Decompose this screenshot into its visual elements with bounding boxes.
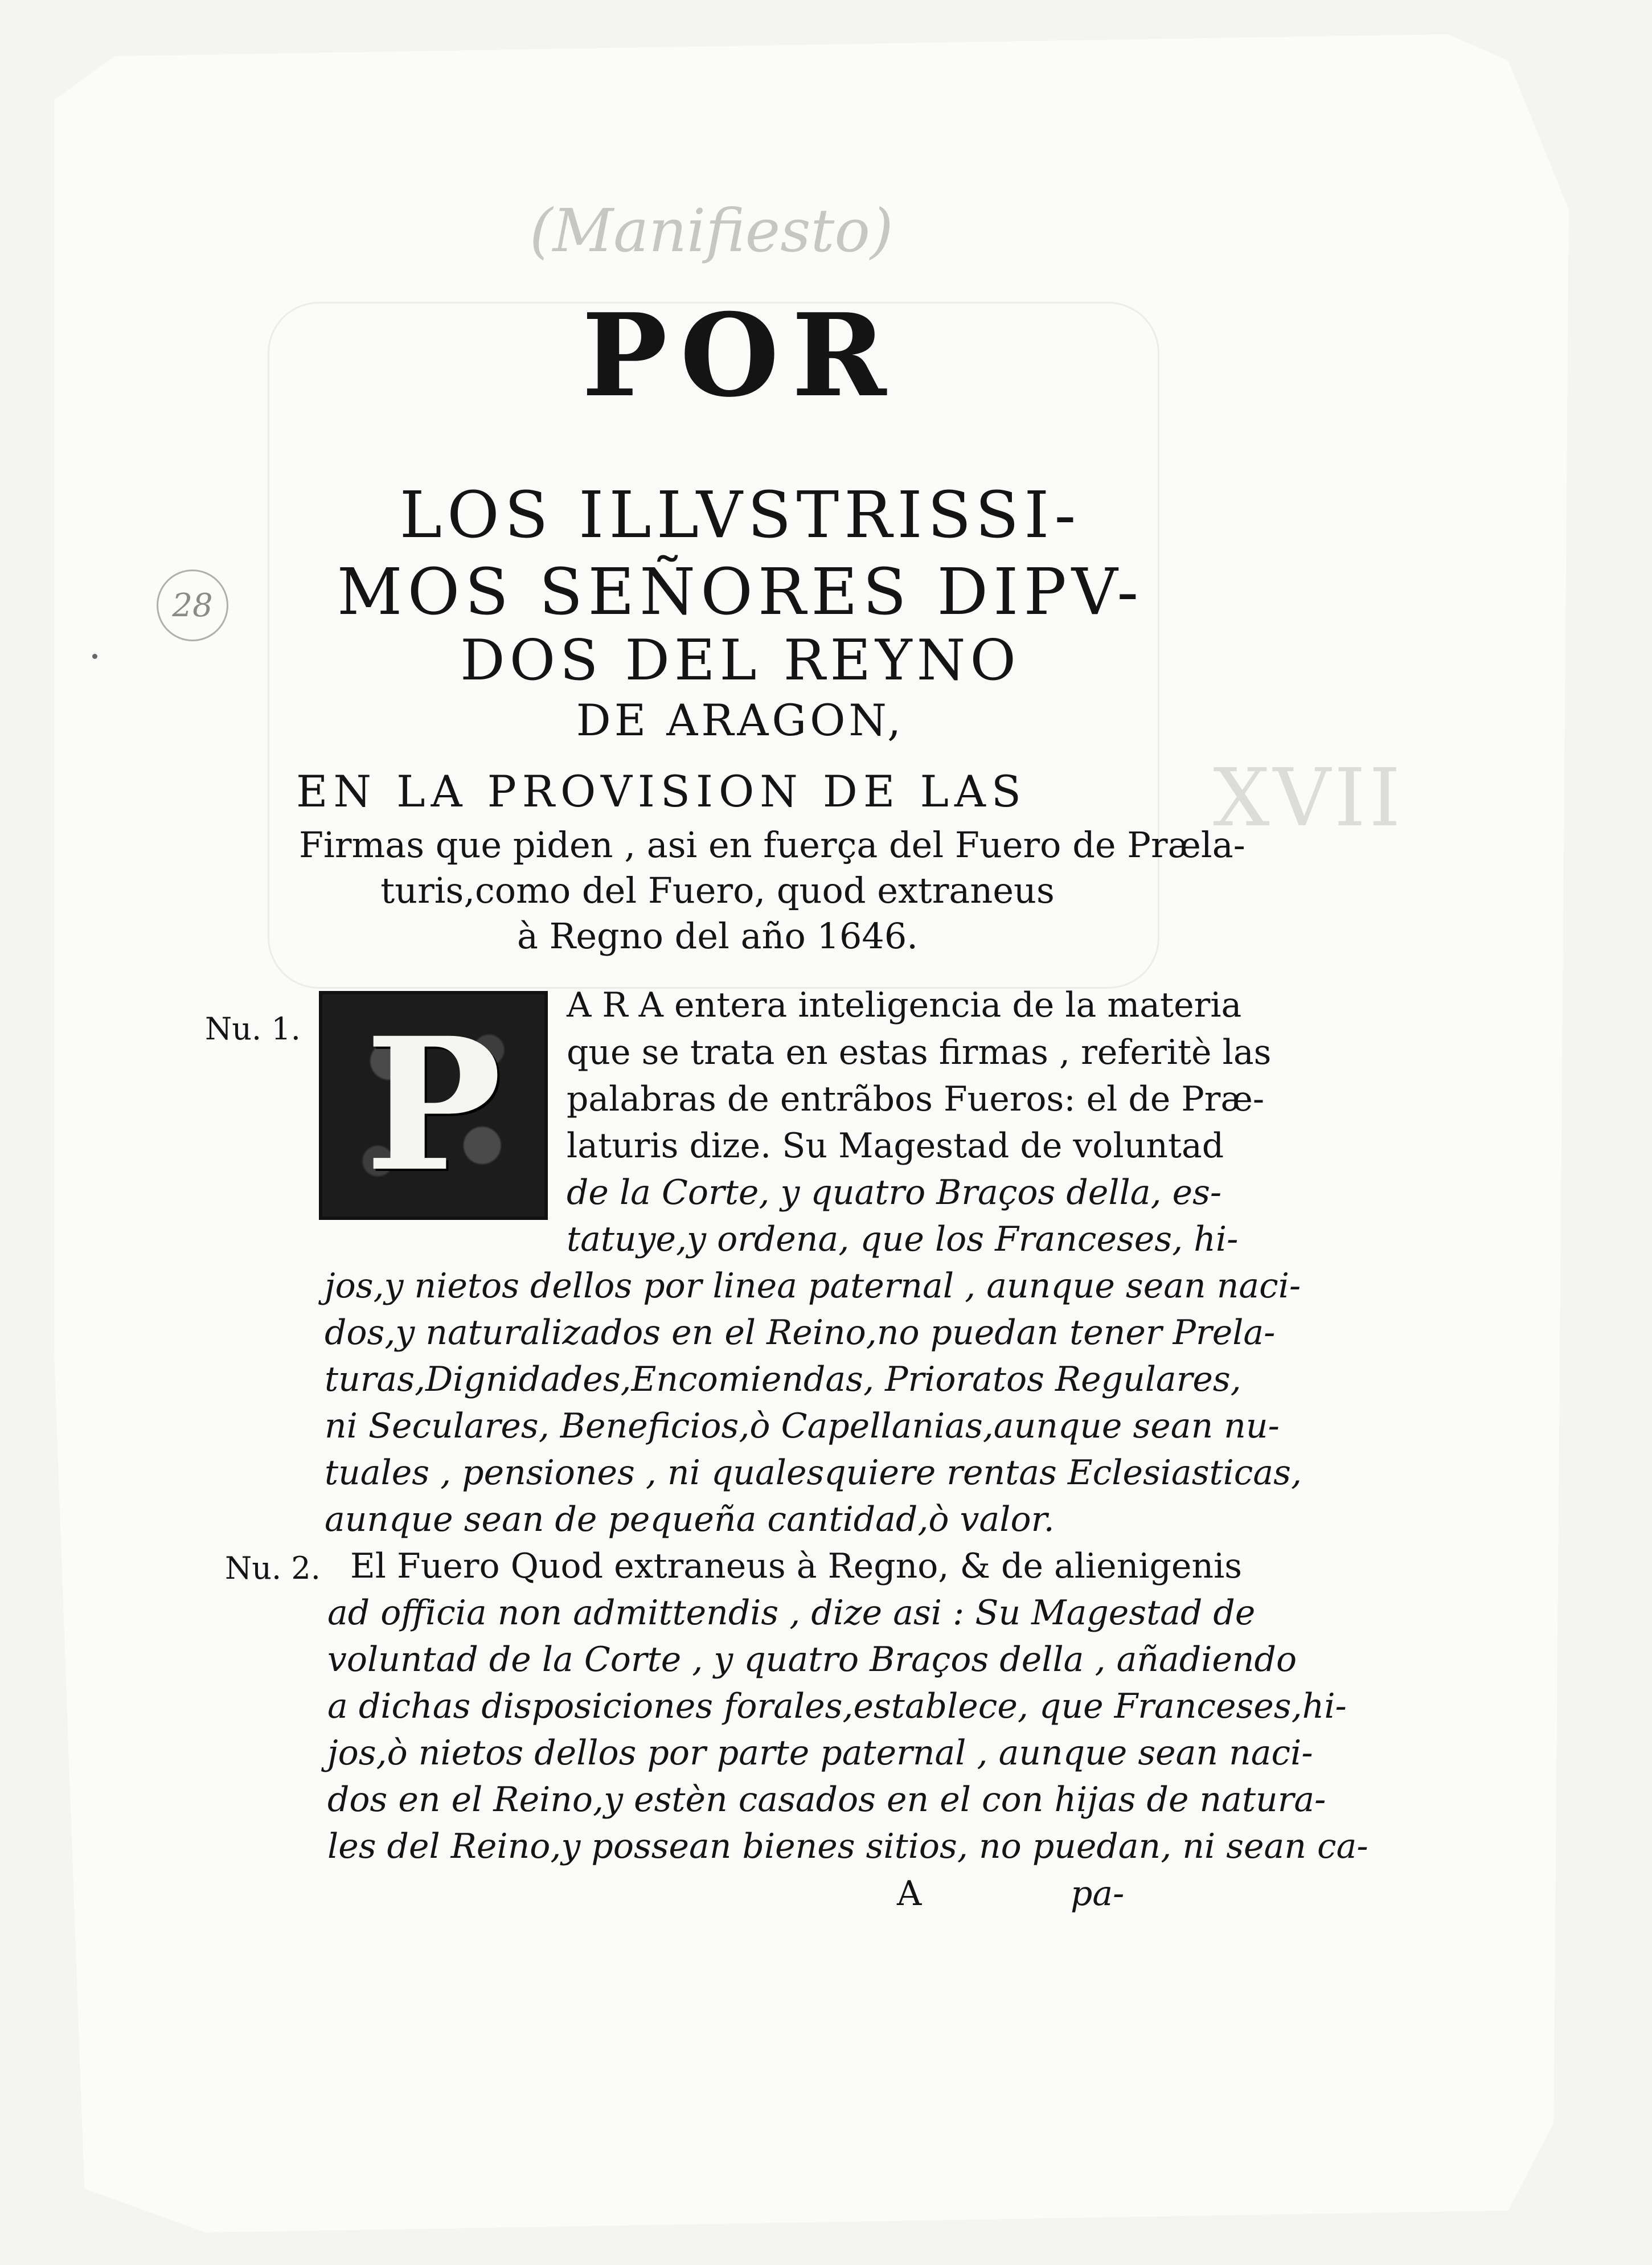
section-2-line: El Fuero Quod extraneus à Regno, & de alienigenis [350,1546,1243,1586]
section-2-marker: Nu. 2. [225,1550,321,1586]
section-1-marker: Nu. 1. [205,1011,301,1047]
section-2-line: les del Reino,y possean bienes sitios, no puedan, ni sean ca- [327,1826,1368,1866]
decorated-initial [319,991,548,1220]
section-1-line: dos,y naturalizados en el Reino,no puedan tener Prela- [325,1313,1276,1353]
initial-letter: P [364,998,502,1212]
section-1-line: aunque sean de pequeña cantidad,ò valor. [325,1500,1055,1539]
signature-mark: A [897,1874,922,1914]
title-line-4: DOS DEL REYNO [460,628,1020,693]
title-line-3: MOS SEÑORES DIPV- [337,555,1144,629]
section-1-line: que se trata en estas firmas , referitè las [567,1033,1272,1072]
title-line-6: EN LA PROVISION DE LAS [296,766,1027,817]
section-2-line: jos,ò nietos dellos por parte paternal , aunque sean naci- [327,1733,1313,1773]
section-2-line: voluntad de la Corte , y quatro Braços della , añadiendo [327,1640,1297,1680]
subtitle-line-1: Firmas que piden , asi en fuerça del Fuero de Præla- [299,824,1245,866]
title-line-5: DE ARAGON, [576,695,905,746]
handwritten-annotation: (Manifiesto) [530,196,893,265]
title-line-1: POR [581,289,899,423]
section-1-line: A R A entera inteligencia de la materia [567,985,1242,1025]
section-1-line: tatuye,y ordena, que los Franceses, hi- [567,1219,1239,1259]
section-1-line: laturis dize. Su Magestad de voluntad [567,1126,1224,1166]
section-2-line: a dichas disposiciones forales,establece, que Franceses,hi- [327,1686,1347,1726]
section-2-line: dos en el Reino,y estèn casados en el con hijas de natura- [327,1780,1326,1820]
ink-spot [92,654,97,659]
section-1-line: ni Seculares, Beneficios,ò Capellanias,aunque sean nu- [325,1406,1280,1446]
catchword: pa- [1071,1874,1125,1914]
bleed-through-numeral: XVII [1213,752,1404,845]
section-1-line: turas,Dignidades,Encomiendas, Prioratos Regulares, [325,1359,1241,1399]
section-1-line: de la Corte, y quatro Braços della, es- [567,1173,1222,1213]
title-line-2: LOS ILLVSTRISSI- [399,478,1081,552]
section-1-line: jos,y nietos dellos por linea paternal , aunque sean naci- [325,1266,1301,1306]
subtitle-line-2: turis,como del Fuero, quod extraneus [380,870,1055,911]
section-1-line: palabras de entrãbos Fueros: el de Præ- [567,1079,1265,1119]
subtitle-line-3: à Regno del año 1646. [516,915,919,957]
handwritten-folio-number: 28 [157,570,228,641]
section-1-line: tuales , pensiones , ni qualesquiere rentas Eclesiasticas, [325,1453,1302,1493]
section-2-line: ad officia non admittendis , dize asi : Su Magestad de [327,1593,1256,1633]
